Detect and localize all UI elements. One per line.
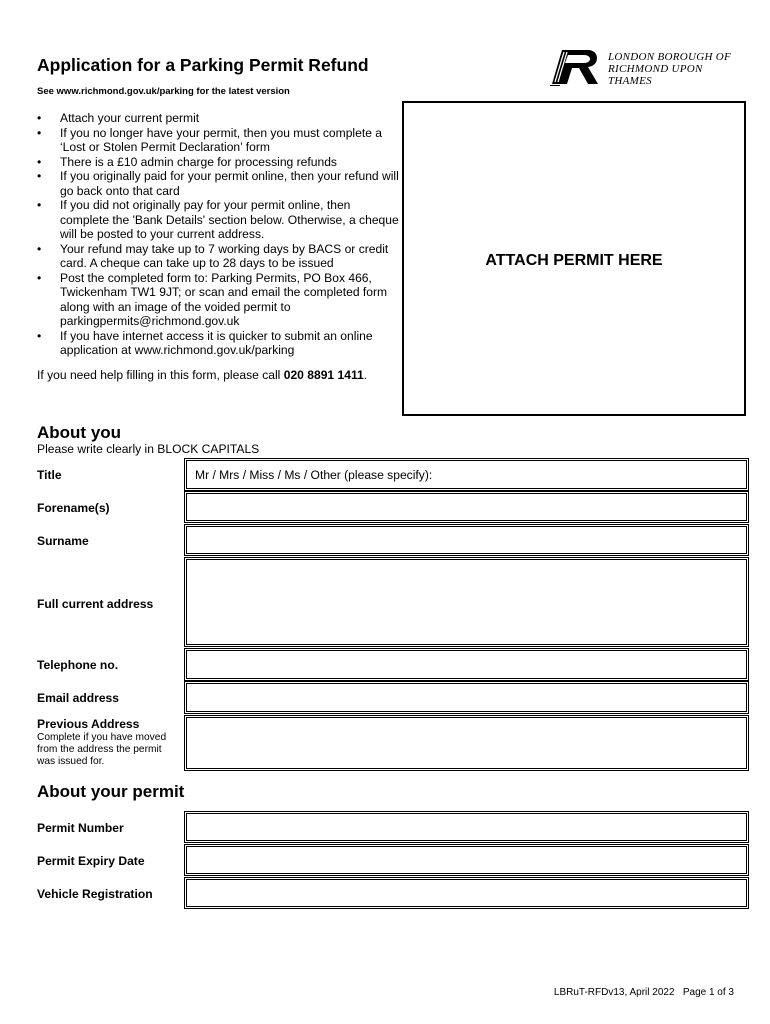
page-footer: LBRuT-RFDv13, April 2022 Page 1 of 3 xyxy=(553,987,734,998)
vehicle-registration-field[interactable] xyxy=(186,879,747,907)
attach-permit-label: ATTACH PERMIT HERE xyxy=(485,252,663,269)
previous-address-label: Previous Address xyxy=(37,717,140,731)
email-field[interactable] xyxy=(186,683,747,712)
list-item: • If you originally paid for your permit online, then your refund will go back onto that card xyxy=(37,169,399,198)
surname-field[interactable] xyxy=(186,526,747,554)
previous-address-field[interactable] xyxy=(186,717,747,769)
list-item: • Your refund may take up to 7 working days by BACS or credit card. A cheque can take up to 28 days to be issued xyxy=(37,242,399,271)
expiry-date-label: Permit Expiry Date xyxy=(37,854,145,868)
version-link-note: See www.richmond.gov.uk/parking for the latest version xyxy=(37,86,290,97)
list-item: • If you did not originally pay for your permit online, then complete the 'Bank Details' section below. Otherwise, a cheque will be posted to your current address. xyxy=(37,198,399,242)
email-label: Email address xyxy=(37,691,120,705)
telephone-field[interactable] xyxy=(186,650,747,679)
forename-label: Forename(s) xyxy=(37,501,110,515)
help-text: If you need help filling in this form, please call 020 8891 1411. xyxy=(37,368,368,382)
richmond-logo-icon xyxy=(548,46,606,86)
list-item: • If you no longer have your permit, then you must complete a ‘Lost or Stolen Permit Declaration’ form xyxy=(37,126,399,155)
forename-field[interactable] xyxy=(186,493,747,521)
attach-permit-box[interactable] xyxy=(402,101,746,416)
page-title: Application for a Parking Permit Refund xyxy=(37,55,369,75)
about-you-heading: About you xyxy=(37,423,122,442)
list-item: • There is a £10 admin charge for processing refunds xyxy=(37,155,399,170)
title-field[interactable] xyxy=(186,460,747,489)
instructions-list xyxy=(37,111,399,358)
address-field[interactable] xyxy=(186,559,747,645)
permit-number-field[interactable] xyxy=(186,813,747,841)
permit-number-label: Permit Number xyxy=(37,821,124,835)
block-capitals-note: Please write clearly in BLOCK CAPITALS xyxy=(37,442,260,456)
address-label: Full current address xyxy=(37,597,154,611)
help-phone: 020 8891 1411 xyxy=(283,368,364,382)
vehicle-registration-label: Vehicle Registration xyxy=(37,887,153,901)
logo-wordmark: LONDON BOROUGH OF RICHMOND UPON THAMES xyxy=(608,51,732,87)
title-label: Title xyxy=(37,468,62,482)
surname-label: Surname xyxy=(37,534,89,548)
list-item: • Attach your current permit xyxy=(37,111,399,126)
previous-address-note: Complete if you have moved from the address the permit was issued for. xyxy=(37,732,167,768)
title-options-text: Mr / Mrs / Miss / Ms / Other (please specify): xyxy=(195,468,433,482)
list-item: • If you have internet access it is quicker to submit an online application at www.richmond.gov.uk/parking xyxy=(37,329,399,358)
list-item: • Post the completed form to: Parking Permits, PO Box 466, Twickenham TW1 9JT; or scan and email the completed form along with an image of the voided permit to parkingpermits@richmond.gov.uk xyxy=(37,271,399,329)
expiry-date-field[interactable] xyxy=(186,846,747,874)
telephone-label: Telephone no. xyxy=(37,658,119,672)
about-permit-heading: About your permit xyxy=(37,782,185,801)
council-logo xyxy=(548,46,744,86)
